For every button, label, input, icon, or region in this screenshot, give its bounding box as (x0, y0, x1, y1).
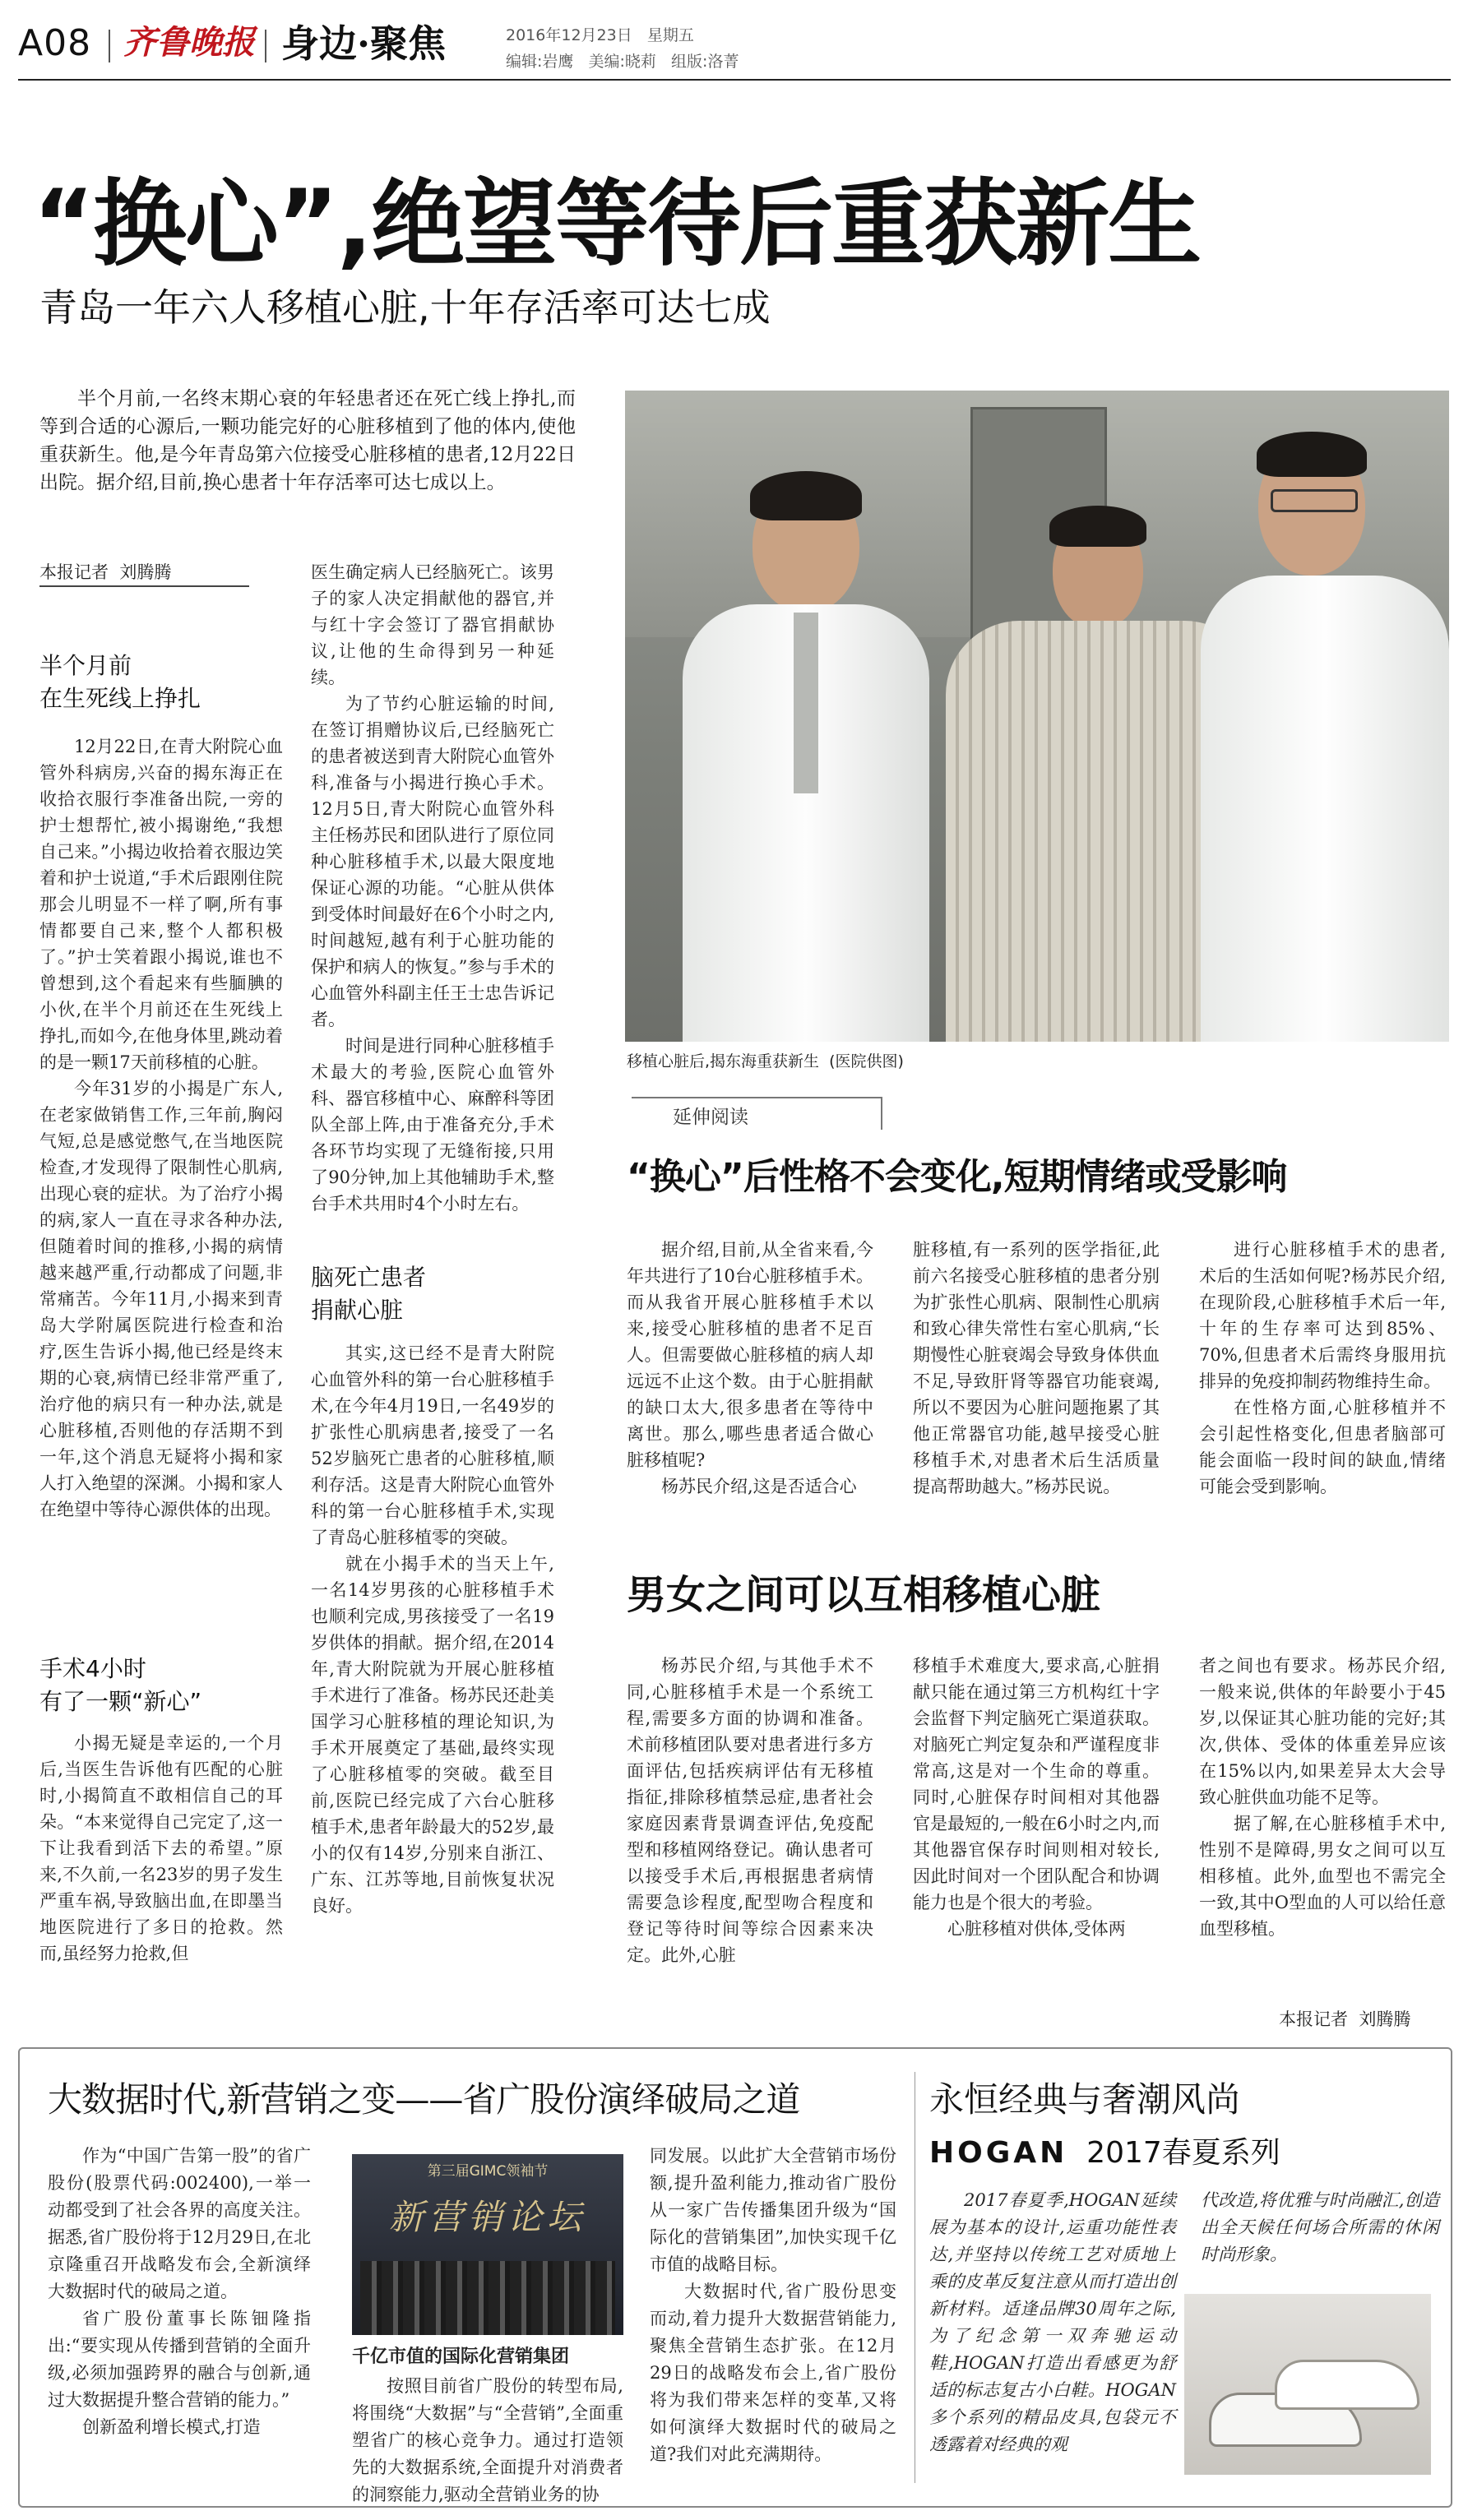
paragraph: 省广股份董事长陈钿隆指出:“要实现从传播到营销的全面升级,必须加强跨界的融合与创新,通过大数据提升整合营销的能力。” (48, 2309, 311, 2410)
ad1-column-3 (650, 2143, 896, 2468)
sidebar-tag-frame (632, 1097, 882, 1130)
paragraph: 今年31岁的小揭是广东人,在老家做销售工作,三年前,胸闷气短,总是感觉憋气,在当地医院检查,才发现得了限制性心肌病,出现心衰的症状。为了治疗小揭的病,家人一直在寻求各种办法,但随着时间的推移,小揭的病情越来越严重,行动都成了问题,非常痛苦。今年11月,小揭来到青岛大学附属医院进行检查和治疗,医生告诉小揭,他已经是终末期的心衰,病情已经非常严重了,治疗他的病只有一种办法,就是心脏移植,否则他的存活期不到一年,这个消息无疑将小揭和家人打入绝望的深渊。小揭和家人在绝望中等待心源供体的出现。 (39, 1079, 283, 1519)
ad1-photo-caption: 千亿市值的国际化营销集团 (352, 2346, 570, 2367)
paragraph: 心脏移植对供体,受体两 (947, 1919, 1126, 1939)
date-text: 2016年12月23日 (506, 26, 632, 44)
paragraph: 杨苏民介绍,与其他手术不同,心脏移植手术是一个系统工程,需要多方面的协调和准备。术前移植团队要对患者进行多方面评估,包括疾病评估有无移植指征,排除移植禁忌症,患者社会家庭因素背景调查评估,免疫配型和移植网络登记。确认患者可以接受手术后,再根据患者病情需要急诊程度,配型吻合程度和登记等待时间等综合因素来决定。此外,心脏 (627, 1656, 873, 1965)
section-name: 身边·聚焦 (281, 21, 447, 66)
paragraph: 医生确定病人已经脑死亡。该男子的家人决定捐献他的器官,并与红十字会签订了器官捐献协议,让他的生命得到另一种延续。 (311, 562, 554, 687)
ad1-column-2 (352, 2373, 623, 2508)
sidebar-title-1: “换心”后性格不会变化,短期情绪或受影响 (627, 1156, 1287, 1198)
subheadline: 青岛一年六人移植心脏,十年存活率可达七成 (39, 285, 771, 330)
issue-date (506, 23, 694, 45)
paragraph: 时间是进行同种心脏移植手术最大的考验,医院心血管外科、器官移植中心、麻醉科等团队全部上阵,由于准备充分,手术各环节均实现了无缝衔接,只用了90分钟,加上其他辅助手术,整台手术共用时4个小时左右。 (311, 1036, 554, 1214)
article-column-2b (311, 1340, 554, 1919)
ad2-subtitle: 2017春夏系列 (1086, 2136, 1280, 2170)
sidebar-tag: 延伸阅读 (673, 1107, 748, 1128)
newspaper-logo: 齐鲁晚报 (123, 23, 255, 62)
paragraph: 小揭无疑是幸运的,一个月后,当医生告诉他有匹配的心脏时,小揭简直不敢相信自己的耳朵。“本来觉得自己完定了,这一下让我看到活下去的希望。”原来,不久前,一名23岁的男子发生严重车祸,导致脑出血,在即墨当地医院进行了多日的抢救。然而,虽经努力抢救,但 (39, 1733, 283, 1963)
doctor-left-hair (750, 471, 862, 520)
ad1-photo-text: 新营销论坛 (388, 2197, 586, 2237)
ad1-people (360, 2261, 615, 2335)
ad2-brand: HOGAN (929, 2136, 1068, 2170)
paragraph: 就在小揭手术的当天上午,一名14岁男孩的心脏移植手术也顺利完成,男孩接受了一名19岁供体的捐献。据介绍,在2014年,青大附院就为开展心脏移植手术进行了准备。杨苏民还赴美国学习心脏移植的理论知识,为手术开展奠定了基础,最终实现了心脏移植零的突破。截至目前,医院已经完成了六台心脏移植手术,患者年龄最大的52岁,最小的仅有14岁,分别来自浙江、广东、江苏等地,目前恢复状况良好。 (311, 1554, 554, 1916)
paragraph: 创新盈利增长模式,打造 (82, 2417, 261, 2437)
paragraph: 移植手术难度大,要求高,心脏捐献只能在通过第三方机构红十字会监督下判定脑死亡渠道获取。对脑死亡判定复杂和严谨程度非常高,这是对一个生命的尊重。同时,心脏保存时间相对其他器官是最短的,一般在6小时之内,而其他器官保存时间则相对较长,因此时间对一个团队配合和协调能力也是个很大的考验。 (913, 1656, 1160, 1912)
article-column-1 (39, 733, 283, 1523)
paragraph: 据了解,在心脏移植手术中,性别不是障碍,男女之间可以互相移植。此外,血型也不需完全一致,其中O型血的人可以给任意血型移植。 (1199, 1814, 1446, 1939)
ad1-photo (352, 2154, 623, 2335)
weekday-text: 星期五 (646, 26, 694, 44)
paragraph: 作为“中国广告第一股”的省广股份(股票代码:002400),一举一动都受到了社会各界的高度关注。据悉,省广股份将于12月29日,在北京隆重召开战略发布会,全新演绎大数据时代的破局之道。 (48, 2146, 311, 2301)
paragraph: 其实,这已经不是青大附院心血管外科的第一台心脏移植手术,在今年4月19日,一名49岁的扩张性心肌病患者,接受了一名52岁脑死亡患者的心脏移植,顺利存活。这是青大附院心血管外科的第一台心脏移植手术,实现了青岛心脏移植零的突破。 (311, 1343, 554, 1547)
lead-paragraph (39, 385, 576, 497)
doctor-right-glasses (1271, 489, 1358, 512)
paragraph: 为了节约心脏运输的时间,在签订捐赠协议后,已经脑死亡的患者被送到青大附院心血管外科,准备与小揭进行换心手术。12月5日,青大附院心血管外科主任杨苏民和团队进行了原位同种心脏移植手术,以最大限度地保证心源的功能。“心脏从供体到受体时间最好在6个小时之内,时间越短,越有利于心脏功能的保护和病人的恢复。”参与手术的心血管外科副主任王士忠告诉记者。 (311, 694, 554, 1029)
page-number: A08 (18, 22, 92, 64)
paragraph: 者之间也有要求。杨苏民介绍,一般来说,供体的年龄要小于45岁,以保证其心脏功能的完好;其次,供体、受体的体重差异应该在15%以内,如果差异太大会导致心脏供血功能不足等。 (1199, 1656, 1446, 1807)
photo-caption: 移植心脏后,揭东海重获新生 (医院供图) (627, 1052, 904, 1070)
doctor-right-coat (1201, 576, 1449, 1042)
patient-hair (1049, 506, 1146, 547)
ad1-banner: 第三届GIMC领袖节 (427, 2163, 549, 2180)
sidebar-2-column-3 (1199, 1653, 1446, 1942)
ad2-column-1 (929, 2187, 1176, 2458)
headline: “换心”,绝望等待后重获新生 (33, 169, 1201, 279)
byline: 本报记者 刘腾腾 (39, 562, 172, 582)
section-title-3: 脑死亡患者 捐献心脏 (311, 1264, 427, 1324)
ad1-title: 大数据时代,新营销之变——省广股份演绎破局之道 (48, 2079, 800, 2120)
paragraph: 2017春夏季,HOGAN延续展为基本的设计,运重功能性表达,并坚持以传统工艺对质地上乘的皮革反复注意从而打造出创新材料。适逢品牌30周年之际,为了纪念第一双奔驰运动鞋,HOGAN打造出看感更为舒适的标志复古小白鞋。HOGAN多个系列的精品皮具,包袋元不透露着对经典的观 (929, 2190, 1176, 2454)
article-column-1b (39, 1730, 283, 1967)
paragraph: 据介绍,目前,从全省来看,今年共进行了10台心脏移植手术。而从我省开展心脏移植手术以来,接受心脏移植的患者不足百人。但需要做心脏移植的病人却远远不止这个数。由于心脏捐献的缺口太大,很多患者在等待中离世。那么,哪些患者适合做心脏移植呢? (627, 1240, 873, 1470)
paragraph: 大数据时代,省广股份思变而动,着力提升大数据营销能力,聚焦全营销生态扩张。在12月29日的战略发布会上,省广股份将为我们带来怎样的变革,又将如何演绎大数据时代的破局之道?我们对此充满期待。 (650, 2282, 896, 2464)
paragraph: 同发展。以此扩大全营销市场份额,提升盈利能力,推动省广股份从一家广告传播集团升级为“国际化的营销集团”,加快实现千亿市值的战略目标。 (650, 2146, 896, 2274)
header-divider (265, 30, 266, 62)
doctor-right-hair (1257, 432, 1367, 477)
article-column-2 (311, 559, 554, 1217)
paragraph: 杨苏民介绍,这是否适合心 (661, 1477, 857, 1496)
section-title-2: 手术4小时 有了一颗“新心” (39, 1655, 202, 1715)
paragraph: 进行心脏移植手术的患者,术后的生活如何呢?杨苏民介绍,在现阶段,心脏移植手术后一年,十年的生存率可达到85%、70%,但患者术后需终身服用抗排异的免疫抑制药物维持生命。 (1199, 1240, 1446, 1391)
sidebar-1-column-1 (627, 1237, 873, 1500)
doctor-left-tie (794, 613, 818, 793)
paragraph: 12月22日,在青大附院心血管外科病房,兴奋的揭东海正在收拾衣服行李准备出院,一旁的护士想帮忙,被小揭谢绝,“我想自己来。”小揭边收拾着衣服边笑着和护士说道,“手术后跟刚住院那会儿明显不一样了啊,所有事情都要自己来,整个人都积极了。”护士笑着跟小揭说,谁也不曾想到,这个看起来有些腼腆的小伙,在半个月前还在生死线上挣扎,而如今,在他身体里,跳动着的是一颗17天前移植的心脏。 (39, 737, 283, 1072)
ad1-column-1 (48, 2143, 311, 2441)
paragraph: 在性格方面,心脏移植并不会引起性格变化,但患者脑部可能会面临一段时间的缺血,情绪可能会受到影响。 (1199, 1398, 1446, 1496)
ad2-title: 永恒经典与奢潮风尚 (929, 2079, 1241, 2120)
sidebar-1-column-3 (1199, 1237, 1446, 1500)
byline-rule (39, 585, 249, 587)
sidebar-byline: 本报记者 刘腾腾 (1279, 2009, 1411, 2029)
sidebar-title-2: 男女之间可以互相移植心脏 (627, 1572, 1101, 1618)
ad2-brand-line (929, 2134, 1280, 2172)
sidebar-1-column-2 (913, 1237, 1160, 1500)
lead-text: 半个月前,一名终末期心衰的年轻患者还在死亡线上挣扎,而等到合适的心源后,一颗功能完好的心脏移植到了他的体内,使他重获新生。他,是今年青岛第六位接受心脏移植的患者,12月22日出院。据介绍,目前,换心患者十年存活率可达七成以上。 (39, 388, 576, 493)
news-photo (625, 391, 1449, 1042)
paragraph: 脏移植,有一系列的医学指征,此前六名接受心脏移植的患者分别为扩张性心肌病、限制性心肌病和致心律失常性右室心肌病,“长期慢性心脏衰竭会导致身体供血不足,导致肝肾等器官功能衰竭,所以不要因为心脏问题拖累了其他正常器官功能,越早接受心脏移植手术,对患者术后生活质量提高帮助越大。”杨苏民说。 (913, 1240, 1160, 1496)
sidebar-2-column-1 (627, 1653, 873, 1968)
header-rule (18, 79, 1451, 81)
paragraph: 代改造,将优雅与时尚融汇,创造出全天候任何场合所需的休闲时尚形象。 (1201, 2190, 1439, 2264)
ad2-product-photo (1184, 2294, 1431, 2475)
shoe-icon (1275, 2360, 1419, 2410)
paragraph: 按照目前省广股份的转型布局,将围绕“大数据”与“全营销”,全面重塑省广的核心竞争力。通过打造领先的大数据系统,全面提升对消费者的洞察能力,驱动全营销业务的协 (352, 2376, 623, 2504)
editor-credits: 编辑:岩鹰 美编:晓莉 组版:洛菁 (506, 53, 739, 71)
header-divider (109, 30, 110, 62)
sidebar-2-column-2 (913, 1653, 1160, 1942)
ad2-column-2 (1201, 2187, 1439, 2268)
section-title-1: 半个月前 在生死线上挣扎 (39, 652, 201, 712)
